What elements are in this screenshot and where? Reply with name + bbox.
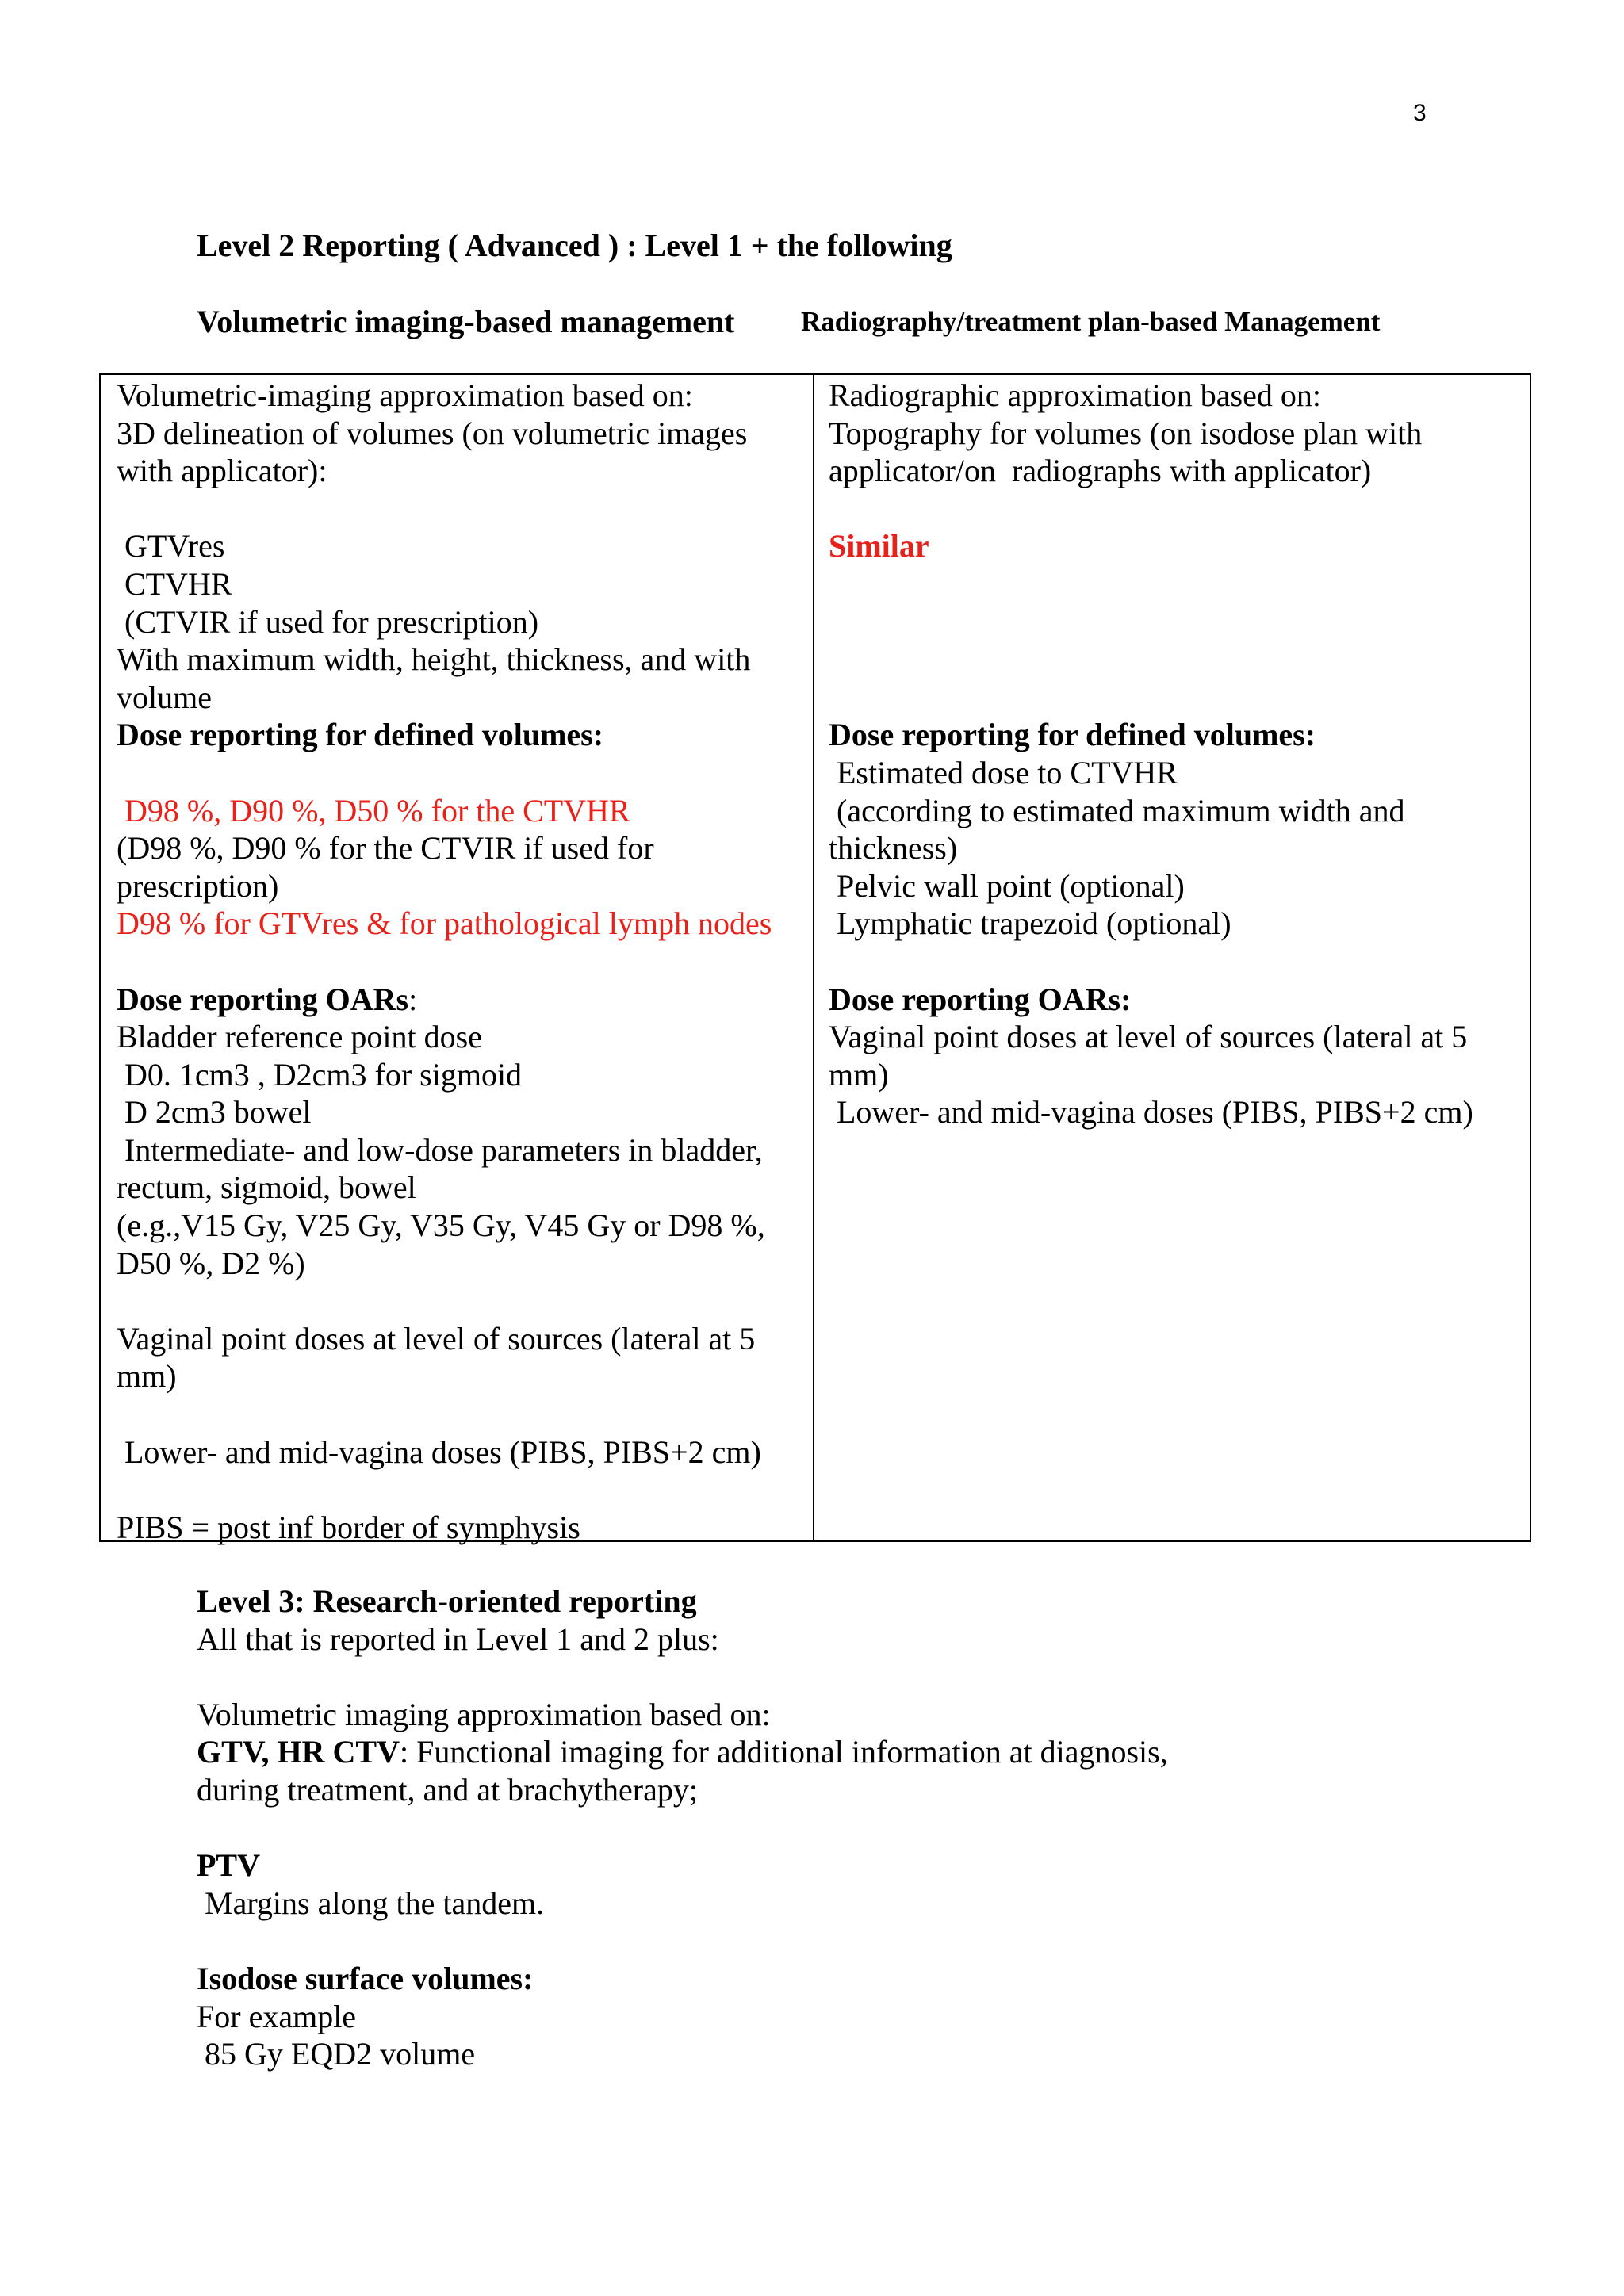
text-line — [197, 1922, 1168, 1960]
text-line — [117, 1131, 806, 1169]
table-cell-volumetric — [117, 377, 806, 1546]
text-line-content: mm) — [117, 1358, 177, 1395]
text-line-content: All that is reported in Level 1 and 2 plus: — [197, 1621, 719, 1657]
text-line — [829, 679, 1526, 717]
text-line — [117, 377, 806, 415]
text-line — [117, 1509, 806, 1547]
text-line — [829, 1056, 1526, 1094]
text-line-content: (D98 %, D90 % for the CTVIR if used for — [117, 830, 654, 867]
text-line — [117, 1207, 806, 1245]
level2-heading: Level 2 Reporting ( Advanced ) : Level 1 + the following — [197, 228, 952, 263]
text-line — [117, 792, 806, 830]
text-line — [197, 1582, 1168, 1621]
text-line — [117, 716, 806, 754]
text-line — [829, 565, 1526, 603]
text-line — [829, 527, 1526, 565]
text-line — [117, 490, 806, 528]
text-line — [197, 1621, 1168, 1659]
text-line-content: Intermediate- and low-dose parameters in bladder, — [117, 1131, 763, 1168]
text-line-content: Pelvic wall point (optional) — [829, 867, 1185, 904]
text-line — [829, 415, 1526, 453]
text-line-content: D98 % for GTVres & for pathological lymph nodes — [117, 905, 772, 942]
text-line — [117, 679, 806, 717]
text-line — [197, 1998, 1168, 2036]
text-line-content: PIBS = post inf border of symphysis — [117, 1509, 580, 1545]
table-cell-radiography — [829, 377, 1526, 1131]
text-line — [117, 981, 806, 1019]
text-line — [829, 1018, 1526, 1056]
text-line-content: CTVHR — [117, 565, 232, 602]
level3-section — [197, 1582, 1168, 2073]
text-line — [117, 754, 806, 792]
text-line-content: Dose reporting for defined volumes: — [829, 717, 1316, 753]
text-line-content: Lymphatic trapezoid (optional) — [829, 905, 1231, 942]
text-line — [117, 1018, 806, 1056]
text-line — [117, 1169, 806, 1207]
text-line — [117, 1282, 806, 1320]
text-line-content: D50 %, D2 %) — [117, 1245, 305, 1281]
text-line — [197, 1960, 1168, 1998]
text-line-content: (e.g.,V15 Gy, V25 Gy, V35 Gy, V45 Gy or D98 %, — [117, 1207, 765, 1244]
text-line-content: Volumetric imaging approximation based on: — [197, 1696, 771, 1732]
text-line-content: 3D delineation of volumes (on volumetric images — [117, 415, 748, 451]
text-line — [117, 1433, 806, 1471]
text-line-content: Lower- and mid-vagina doses (PIBS, PIBS+2 cm) — [829, 1094, 1473, 1131]
text-line — [117, 1093, 806, 1131]
text-line-content: Dose reporting OARs: — [829, 981, 1132, 1017]
text-line — [197, 1885, 1168, 1923]
text-line — [829, 867, 1526, 905]
text-line-content: 85 Gy EQD2 volume — [197, 2036, 476, 2072]
text-line — [829, 905, 1526, 943]
text-line-suffix: : — [408, 981, 418, 1017]
text-line-content: PTV — [197, 1847, 260, 1884]
text-line — [197, 2035, 1168, 2073]
text-line — [829, 981, 1526, 1019]
table-column-divider — [813, 375, 814, 1540]
text-line-content: during treatment, and at brachytherapy; — [197, 1771, 698, 1808]
column-title-volumetric: Volumetric imaging-based management — [197, 304, 735, 339]
text-line-content: Isodose surface volumes: — [197, 1960, 534, 1996]
text-line-content: prescription) — [117, 867, 279, 904]
text-line-content: Estimated dose to CTVHR — [829, 754, 1178, 790]
text-line — [829, 377, 1526, 415]
text-line — [197, 1658, 1168, 1696]
text-line-content: Margins along the tandem. — [197, 1885, 545, 1921]
text-line — [829, 792, 1526, 830]
text-line-content: volume — [117, 679, 212, 715]
text-line — [117, 527, 806, 565]
text-line — [197, 1846, 1168, 1885]
column-title-radiography: Radiography/treatment plan-based Management — [801, 306, 1381, 337]
page-number: 3 — [1413, 100, 1427, 126]
text-line — [117, 1395, 806, 1433]
text-line — [829, 641, 1526, 679]
text-line — [197, 1809, 1168, 1847]
text-line-content: Level 3: Research-oriented reporting — [197, 1583, 697, 1619]
text-line-content: Radiographic approximation based on: — [829, 377, 1321, 413]
text-line — [117, 1471, 806, 1509]
text-line — [829, 829, 1526, 867]
text-line-content: Volumetric-imaging approximation based on: — [117, 377, 693, 413]
text-line — [117, 1056, 806, 1094]
text-line — [829, 452, 1526, 490]
text-line-content: with applicator): — [117, 453, 327, 489]
text-line-content: rectum, sigmoid, bowel — [117, 1169, 416, 1206]
text-line — [829, 754, 1526, 792]
text-line-content: Lower- and mid-vagina doses (PIBS, PIBS+2 cm) — [117, 1433, 761, 1470]
text-line — [117, 905, 806, 943]
text-line-content: thickness) — [829, 830, 958, 867]
text-line — [829, 490, 1526, 528]
text-line — [117, 1320, 806, 1358]
text-line-content: GTV, HR CTV — [197, 1734, 400, 1770]
text-line-content: Vaginal point doses at level of sources (lateral at 5 — [829, 1019, 1468, 1055]
text-line-content: (CTVIR if used for prescription) — [117, 603, 539, 640]
text-line-content: mm) — [829, 1056, 889, 1093]
text-line-content: With maximum width, height, thickness, and with — [117, 641, 751, 678]
text-line — [197, 1733, 1168, 1771]
text-line — [829, 943, 1526, 981]
text-line — [117, 452, 806, 490]
text-line — [829, 716, 1526, 754]
text-line — [117, 603, 806, 641]
text-line-content: For example — [197, 1998, 357, 2034]
text-line-content: Bladder reference point dose — [117, 1019, 482, 1055]
text-line-suffix: : Functional imaging for additional information at diagnosis, — [399, 1734, 1168, 1770]
text-line-content: GTVres — [117, 528, 225, 564]
text-line-content: D98 %, D90 %, D50 % for the CTVHR — [117, 792, 630, 828]
text-line-content: Similar — [829, 528, 929, 564]
text-line — [117, 829, 806, 867]
text-line-content: Dose reporting for defined volumes: — [117, 717, 604, 753]
text-line — [829, 1093, 1526, 1131]
text-line-content: D 2cm3 bowel — [117, 1094, 312, 1131]
text-line-content: Dose reporting OARs — [117, 981, 409, 1017]
text-line — [197, 1771, 1168, 1809]
text-line — [117, 943, 806, 981]
text-line-content: D0. 1cm3 , D2cm3 for sigmoid — [117, 1056, 523, 1093]
text-line — [117, 641, 806, 679]
reporting-table — [99, 373, 1531, 1545]
text-line-content: applicator/on radiographs with applicator) — [829, 453, 1372, 489]
text-line — [117, 1357, 806, 1395]
text-line — [117, 867, 806, 905]
text-line — [197, 1696, 1168, 1734]
text-line-content: Vaginal point doses at level of sources (lateral at 5 — [117, 1320, 756, 1357]
text-line — [117, 1245, 806, 1283]
text-line-content: (according to estimated maximum width and — [829, 792, 1405, 828]
text-line — [117, 565, 806, 603]
text-line — [117, 415, 806, 453]
text-line-content: Topography for volumes (on isodose plan with — [829, 415, 1423, 451]
text-line — [829, 603, 1526, 641]
